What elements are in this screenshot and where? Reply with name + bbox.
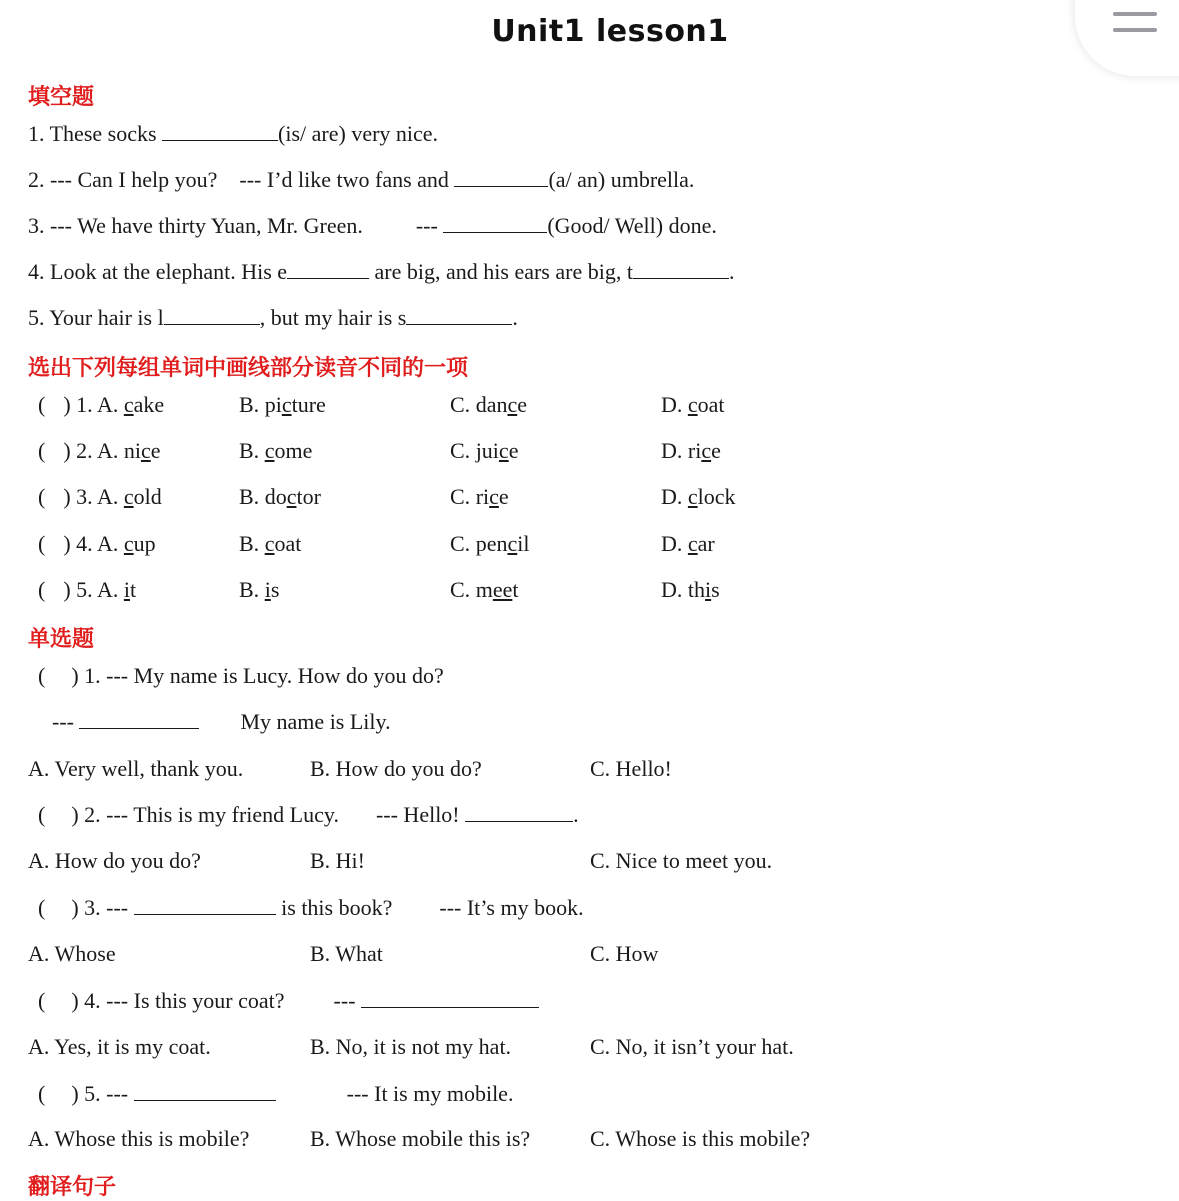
choice-question-3: ( ) 3. --- is this book? --- It’s my book. — [38, 895, 584, 920]
answer-blank[interactable] — [633, 262, 729, 279]
option-b[interactable]: B. picture — [239, 392, 326, 417]
option-c[interactable]: C. meet — [450, 577, 519, 602]
answer-blank[interactable] — [443, 216, 547, 233]
phonics-row-5: ( ) 5. A. it — [38, 577, 137, 602]
choice-question-4: ( ) 4. --- Is this your coat? --- — [38, 988, 539, 1014]
choice-question-5: ( ) 5. --- --- It is my mobile. — [38, 1081, 514, 1106]
fill-question-2: 2. --- Can I help you? --- I’d like two fans and (a/ an) umbrella. — [28, 167, 695, 192]
answer-blank[interactable] — [162, 124, 278, 141]
option-d[interactable]: D. car — [661, 531, 715, 556]
choice-option-b[interactable]: B. Hi! — [310, 848, 365, 873]
phonics-row-4: ( ) 4. A. cup — [38, 531, 156, 556]
answer-blank[interactable] — [454, 170, 548, 187]
choice-option-a[interactable]: A. Whose this is mobile? — [28, 1126, 250, 1151]
choice-option-a[interactable]: A. Whose — [28, 941, 116, 966]
fill-question-3: 3. --- We have thirty Yuan, Mr. Green. --- (Good/ Well) done. — [28, 213, 717, 238]
choice-option-b[interactable]: B. How do you do? — [310, 756, 482, 781]
option-d[interactable]: D. coat — [661, 392, 725, 417]
section-heading-phonics: 选出下列每组单词中画线部分读音不同的一项 — [28, 356, 469, 381]
choice-option-a[interactable]: A. Yes, it is my coat. — [28, 1034, 211, 1059]
choice-question-1: ( ) 1. --- My name is Lucy. How do you do? — [38, 663, 444, 688]
section-heading-choice: 单选题 — [28, 627, 95, 652]
page-title: Unit1 lesson1 — [491, 14, 729, 49]
choice-question-1-reply: --- My name is Lily. — [52, 709, 391, 734]
choice-option-a[interactable]: A. Very well, thank you. — [28, 756, 244, 781]
fill-question-1: 1. These socks (is/ are) very nice. — [28, 121, 439, 146]
choice-option-c[interactable]: C. No, it isn’t your hat. — [590, 1034, 794, 1059]
option-c[interactable]: C. pencil — [450, 531, 530, 556]
option-b[interactable]: B. come — [239, 438, 313, 463]
option-b[interactable]: B. is — [239, 577, 280, 602]
choice-option-c[interactable]: C. Hello! — [590, 756, 672, 781]
choice-option-c[interactable]: C. Whose is this mobile? — [590, 1126, 811, 1151]
answer-blank[interactable] — [134, 1084, 276, 1101]
answer-blank[interactable] — [134, 898, 276, 915]
option-a[interactable]: A. cold — [96, 484, 162, 509]
phonics-row-2: ( ) 2. A. nice — [38, 438, 161, 463]
fill-question-5: 5. Your hair is l , but my hair is s . — [28, 305, 518, 330]
choice-option-b[interactable]: B. No, it is not my hat. — [310, 1034, 512, 1059]
option-a[interactable]: A. it — [96, 577, 137, 602]
phonics-row-1: ( ) 1. A. cake — [38, 392, 165, 417]
answer-blank[interactable] — [406, 308, 512, 325]
answer-blank[interactable] — [79, 712, 199, 729]
option-b[interactable]: B. coat — [239, 531, 302, 556]
answer-blank[interactable] — [287, 262, 369, 279]
option-a[interactable]: A. nice — [96, 438, 161, 463]
choice-option-b[interactable]: B. What — [310, 941, 383, 966]
choice-option-c[interactable]: C. How — [590, 941, 659, 966]
answer-blank[interactable] — [361, 991, 539, 1008]
phonics-row-3: ( ) 3. A. cold — [38, 484, 162, 509]
option-d[interactable]: D. rice — [661, 438, 721, 463]
option-b[interactable]: B. doctor — [239, 484, 321, 509]
answer-blank[interactable] — [465, 805, 573, 822]
section-heading-fill: 填空题 — [28, 85, 95, 110]
option-a[interactable]: A. cup — [96, 531, 156, 556]
choice-option-c[interactable]: C. Nice to meet you. — [590, 848, 773, 873]
section-heading-translate: 翻译句子 — [28, 1175, 117, 1200]
answer-blank[interactable] — [164, 308, 260, 325]
option-c[interactable]: C. juice — [450, 438, 519, 463]
fill-question-4: 4. Look at the elephant. His e are big, and his ears are big, t . — [28, 259, 735, 284]
choice-question-2: ( ) 2. --- This is my friend Lucy. --- Hello! . — [38, 802, 579, 827]
option-c[interactable]: C. rice — [450, 484, 509, 509]
option-a[interactable]: A. cake — [96, 392, 165, 417]
option-c[interactable]: C. dance — [450, 392, 527, 417]
option-d[interactable]: D. clock — [661, 484, 736, 509]
option-d[interactable]: D. this — [661, 577, 720, 602]
choice-option-b[interactable]: B. Whose mobile this is? — [310, 1126, 531, 1151]
choice-option-a[interactable]: A. How do you do? — [28, 848, 201, 873]
